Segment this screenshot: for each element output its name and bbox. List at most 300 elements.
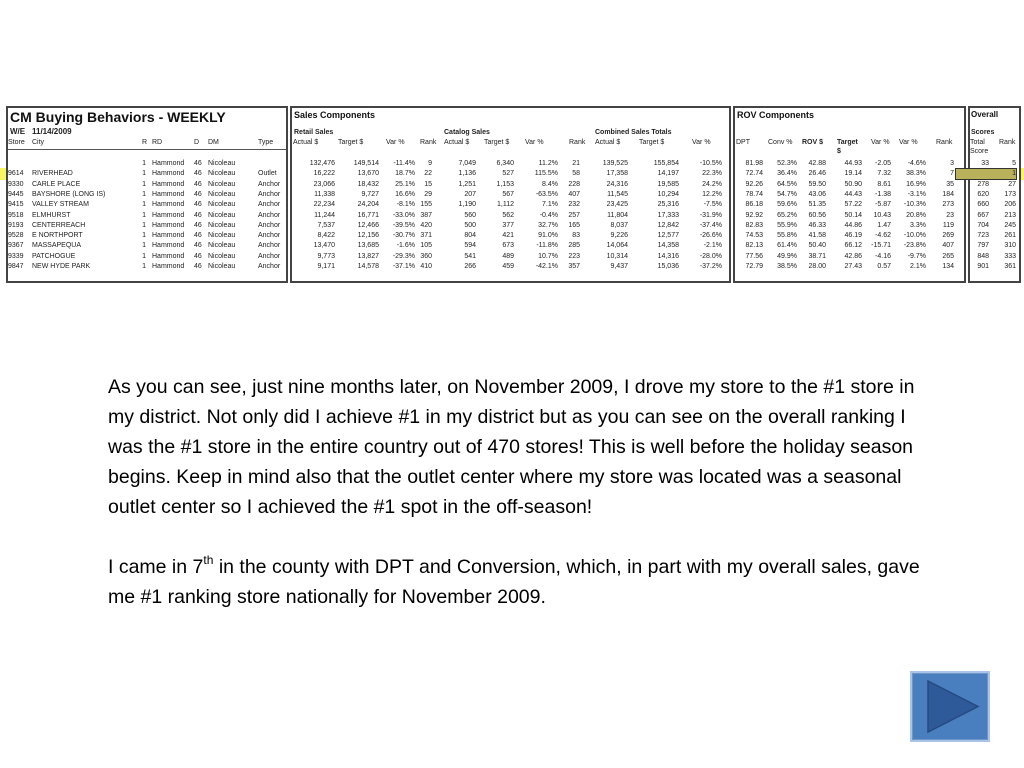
cell-ct: 1,153 <box>496 180 514 188</box>
cell-rt: 16,771 <box>357 211 379 219</box>
col-catalog-target: Target $ <box>484 139 510 146</box>
cell-tt: 14,197 <box>657 170 679 178</box>
col-dm: DM <box>208 139 219 146</box>
cell-conv: 55.9% <box>777 221 797 229</box>
cell-dpt: 72.74 <box>745 170 763 178</box>
cell-rr: 410 <box>420 263 432 270</box>
cell-rank: 35 <box>946 180 954 188</box>
col-conv: Conv % <box>768 139 793 146</box>
cell-dm: Nicoleau <box>208 180 236 188</box>
cell-city: ELMHURST <box>32 211 71 219</box>
cell-dm: Nicoleau <box>208 201 236 209</box>
col-combined-target: Target $ <box>639 139 665 146</box>
cell-d: 46 <box>194 221 202 229</box>
cell-dm: Nicoleau <box>208 211 236 219</box>
cell-store: 9847 <box>8 263 24 270</box>
col-type: Type <box>258 139 274 146</box>
sales-components-title: Sales Components <box>294 110 376 120</box>
col-rov-var: Var % <box>871 139 890 146</box>
cell-tv: -37.2% <box>699 263 722 270</box>
cell-rank: 265 <box>942 252 954 260</box>
cell-type: Anchor <box>258 252 281 260</box>
cell-cr: 232 <box>568 201 580 209</box>
cell-city: CENTERREACH <box>32 221 86 229</box>
cell-rt: 12,466 <box>357 221 379 229</box>
col-dpt: DPT <box>736 139 750 146</box>
cell-ta: 9,437 <box>610 263 628 270</box>
cell-r: 1 <box>142 201 146 209</box>
cell-store: 9614 <box>8 170 24 178</box>
cell-rt: 13,670 <box>357 170 379 178</box>
cell-cv: -42.1% <box>535 263 558 270</box>
cell-store: 9367 <box>8 242 24 250</box>
cell-d: 46 <box>194 252 202 260</box>
cell-cv: 10.7% <box>538 252 558 260</box>
cell-conv: 38.5% <box>777 263 797 270</box>
cell-city: E NORTHPORT <box>32 232 83 240</box>
cell-d: 46 <box>194 211 202 219</box>
cell-var2: -10.0% <box>903 232 926 240</box>
cell-ct: 527 <box>502 170 514 178</box>
rov-components-title: ROV Components <box>737 110 815 120</box>
cell-dpt: 78.74 <box>745 190 763 198</box>
cell-type: Anchor <box>258 190 281 198</box>
cell-ta: 11,545 <box>607 190 628 198</box>
table-row <box>6 221 1021 231</box>
cell-rov: 28.00 <box>808 263 826 270</box>
cell-var2: 38.3% <box>906 170 926 178</box>
cell-dpt: 72.79 <box>745 263 763 270</box>
cell-cr: 285 <box>568 242 580 250</box>
cell-d: 46 <box>194 190 202 198</box>
cell-r: 1 <box>142 221 146 229</box>
cell-total: 667 <box>977 211 989 219</box>
narrative-text <box>108 372 938 612</box>
cell-var1: -5.87 <box>875 201 891 209</box>
cell-total: 660 <box>977 201 989 209</box>
cell-orank: 361 <box>1004 263 1016 270</box>
cell-type: Anchor <box>258 232 281 240</box>
cell-ca: 1,251 <box>458 180 476 188</box>
cell-target: 50.14 <box>844 211 862 219</box>
cell-dpt: 82.13 <box>745 242 763 250</box>
cell-target: 44.93 <box>844 160 862 167</box>
cell-tv: -28.0% <box>699 252 722 260</box>
col-total: Total <box>970 139 985 146</box>
cell-city: CARLE PLACE <box>32 180 81 188</box>
cell-r: 1 <box>142 211 146 219</box>
cell-rr: 155 <box>420 201 432 209</box>
col-d: D <box>194 139 200 146</box>
cell-ra: 8,422 <box>317 232 335 240</box>
cell-rv: -29.3% <box>392 252 415 260</box>
cell-city: MASSAPEQUA <box>32 242 82 250</box>
cell-target: 44.86 <box>844 221 862 229</box>
cell-rv: -30.7% <box>392 232 415 240</box>
cell-city: RIVERHEAD <box>32 170 73 178</box>
table-row <box>6 190 1021 200</box>
table-row <box>6 159 1021 169</box>
cell-rov: 46.33 <box>808 221 826 229</box>
col-combined-actual: Actual $ <box>595 139 621 146</box>
table-row <box>6 180 1021 190</box>
cell-rt: 13,827 <box>357 252 379 260</box>
cell-ct: 562 <box>502 211 514 219</box>
cell-dm: Nicoleau <box>208 170 236 178</box>
cell-tt: 14,358 <box>657 242 679 250</box>
cell-rd: Hammond <box>152 170 185 178</box>
cell-total: 901 <box>977 263 989 270</box>
cell-target: 19.14 <box>844 170 862 178</box>
cell-rv: -1.6% <box>396 242 415 250</box>
cell-ca: 500 <box>464 221 476 229</box>
cell-city: NEW HYDE PARK <box>32 263 91 270</box>
we-date: 11/14/2009 <box>32 127 72 136</box>
cell-rr: 360 <box>420 252 432 260</box>
cell-ra: 13,470 <box>313 242 335 250</box>
cell-conv: 36.4% <box>777 170 797 178</box>
cell-orank: 261 <box>1004 232 1016 240</box>
cell-tt: 10,294 <box>657 190 679 198</box>
col-overall-rank: Rank <box>999 139 1016 146</box>
cell-rd: Hammond <box>152 232 185 240</box>
cell-type: Anchor <box>258 263 281 270</box>
cell-var1: -4.16 <box>875 252 891 260</box>
cell-ra: 11,244 <box>314 211 335 219</box>
col-store: Store <box>8 139 25 146</box>
cell-dm: Nicoleau <box>208 252 236 260</box>
cell-orank: 333 <box>1004 252 1016 260</box>
retail-sales-label: Retail Sales <box>294 129 334 136</box>
cell-ta: 17,358 <box>606 170 628 178</box>
next-slide-button[interactable] <box>910 671 990 742</box>
report-title: CM Buying Behaviors - WEEKLY <box>10 109 226 125</box>
col-catalog-rank: Rank <box>569 139 586 146</box>
cell-rv: 18.7% <box>395 170 415 178</box>
cell-orank: 27 <box>1008 180 1016 188</box>
col-retail-target: Target $ <box>338 139 364 146</box>
cell-type: Anchor <box>258 221 281 229</box>
cell-dm: Nicoleau <box>208 160 236 167</box>
cell-city: VALLEY STREAM <box>32 201 89 209</box>
cell-orank: 1 <box>956 169 1016 179</box>
cell-conv: 65.2% <box>777 211 797 219</box>
we-label: W/E <box>10 127 26 136</box>
cell-rank: 134 <box>942 263 954 270</box>
catalog-sales-label: Catalog Sales <box>444 129 490 136</box>
cell-orank: 5 <box>1012 160 1016 167</box>
cell-r: 1 <box>142 242 146 250</box>
cell-rr: 22 <box>424 170 432 178</box>
cell-rd: Hammond <box>152 211 185 219</box>
cell-cv: -11.8% <box>536 242 558 250</box>
cell-ta: 139,525 <box>602 160 628 167</box>
cell-r: 1 <box>142 160 146 167</box>
cell-d: 46 <box>194 160 202 167</box>
overall-title: Overall <box>971 110 999 119</box>
cell-dpt: 77.56 <box>745 252 763 260</box>
cell-rd: Hammond <box>152 190 185 198</box>
cell-cr: 165 <box>568 221 580 229</box>
cell-dm: Nicoleau <box>208 221 236 229</box>
cell-rank: 119 <box>942 221 954 229</box>
cell-dm: Nicoleau <box>208 232 236 240</box>
cell-ta: 24,316 <box>606 180 628 188</box>
cell-ta: 23,425 <box>606 201 628 209</box>
cell-rr: 387 <box>420 211 432 219</box>
cell-orank: 213 <box>1004 211 1016 219</box>
cell-ta: 10,314 <box>606 252 628 260</box>
cell-rov: 38.71 <box>808 252 826 260</box>
cell-target: 44.43 <box>844 190 862 198</box>
col-score: Score <box>970 148 989 155</box>
cell-type: Anchor <box>258 180 281 188</box>
cell-cv: -63.5% <box>535 190 558 198</box>
cell-ca: 7,049 <box>458 160 476 167</box>
cell-ca: 560 <box>464 211 476 219</box>
cell-rank: 7 <box>950 170 954 178</box>
cell-var2: -4.6% <box>907 160 926 167</box>
cell-ta: 8,037 <box>610 221 628 229</box>
col-retail-actual: Actual $ <box>293 139 319 146</box>
cell-conv: 55.8% <box>777 232 797 240</box>
cell-rt: 9,727 <box>361 190 379 198</box>
cell-cv: 7.1% <box>542 201 558 209</box>
cell-var2: -23.8% <box>903 242 926 250</box>
col-r: R <box>142 139 148 146</box>
cell-cr: 407 <box>568 190 580 198</box>
cell-ct: 377 <box>502 221 514 229</box>
cell-target: 42.86 <box>844 252 862 260</box>
table-row <box>6 252 1021 262</box>
cell-dpt: 82.83 <box>745 221 763 229</box>
cell-store: 9339 <box>8 252 24 260</box>
cell-tv: 12.2% <box>702 190 722 198</box>
cell-var1: 1.47 <box>877 221 891 229</box>
cell-cv: -0.4% <box>539 211 558 219</box>
col-catalog-var: Var % <box>525 139 544 146</box>
cell-rd: Hammond <box>152 201 185 209</box>
paragraph-2 <box>108 552 938 612</box>
cell-rd: Hammond <box>152 242 185 250</box>
cell-ct: 489 <box>502 252 514 260</box>
cell-ra: 23,066 <box>313 180 335 188</box>
cell-ra: 7,537 <box>317 221 335 229</box>
col-rov-var-pct: Var % <box>899 139 918 146</box>
cell-type: Anchor <box>258 201 281 209</box>
col-city: City <box>32 139 45 146</box>
paragraph-1: As you can see, just nine months later, on November 2009, I drove my store to the #1 store in my district. Not only did I achieve #1 in my district but as you can see on the overall ranking I was the #1 store in the entire country out of 470 stores! This is well before the holiday season begins. Keep in mind also that the outlet center where my store was located was a seasonal outlet center so I achieved the #1 spot in the off-season! <box>108 376 915 518</box>
cell-rr: 371 <box>420 232 432 240</box>
cell-var2: 16.9% <box>906 180 926 188</box>
col-rov-target-unit: $ <box>837 148 841 155</box>
cell-target: 50.90 <box>844 180 862 188</box>
cell-rt: 13,685 <box>357 242 379 250</box>
cell-rov: 26.46 <box>808 170 826 178</box>
cell-r: 1 <box>142 252 146 260</box>
cell-dpt: 81.98 <box>745 160 763 167</box>
cell-cv: 32.7% <box>538 221 558 229</box>
ordinal-suffix: th <box>203 553 214 567</box>
col-combined-var: Var % <box>692 139 711 146</box>
cell-d: 46 <box>194 170 202 178</box>
cell-orank: 310 <box>1004 242 1016 250</box>
play-next-icon <box>912 673 988 740</box>
cell-rt: 14,578 <box>357 263 379 270</box>
cell-var1: -1.38 <box>875 190 891 198</box>
cell-cr: 83 <box>572 232 580 240</box>
cell-total: 278 <box>977 180 989 188</box>
cell-ra: 16,222 <box>313 170 335 178</box>
cell-cv: 91.0% <box>538 232 558 240</box>
cell-store: 9330 <box>8 180 24 188</box>
cell-ct: 6,340 <box>496 160 514 167</box>
cell-rov: 43.06 <box>808 190 826 198</box>
cell-rd: Hammond <box>152 180 185 188</box>
cell-d: 46 <box>194 232 202 240</box>
col-retail-rank: Rank <box>420 139 437 146</box>
cell-store: 9528 <box>8 232 24 240</box>
cell-tv: -10.5% <box>699 160 722 167</box>
cell-var1: -15.71 <box>871 242 891 250</box>
cell-rov: 51.35 <box>808 201 826 209</box>
cell-target: 66.12 <box>844 242 862 250</box>
cell-rank: 3 <box>950 160 954 167</box>
table-row <box>6 231 1021 241</box>
cell-rv: -39.5% <box>392 221 415 229</box>
cell-total: 704 <box>977 221 989 229</box>
cell-var1: 8.61 <box>877 180 891 188</box>
cell-ca: 594 <box>464 242 476 250</box>
cell-var2: -9.7% <box>907 252 926 260</box>
cell-tt: 12,577 <box>657 232 679 240</box>
cell-tt: 12,842 <box>657 221 679 229</box>
cell-ct: 421 <box>502 232 514 240</box>
cell-cr: 257 <box>568 211 580 219</box>
cell-rv: 16.6% <box>395 190 415 198</box>
cell-ca: 804 <box>464 232 476 240</box>
cell-ra: 22,234 <box>313 201 335 209</box>
col-rov: ROV $ <box>802 139 824 146</box>
cell-orank: 173 <box>1004 190 1016 198</box>
cell-type: Anchor <box>258 211 281 219</box>
cell-rt: 18,432 <box>357 180 379 188</box>
cell-orank: 206 <box>1004 201 1016 209</box>
cell-store: 9415 <box>8 201 24 209</box>
weekly-report-table <box>6 106 1021 283</box>
cell-var2: 20.8% <box>906 211 926 219</box>
cell-ca: 541 <box>464 252 476 260</box>
cell-ra: 9,773 <box>317 252 335 260</box>
cell-target: 46.19 <box>844 232 862 240</box>
paragraph-2-end: in the county with DPT and Conversion, which, in part with my overall sales, gave me #1 ranking store nationally for November 2009. <box>108 556 920 608</box>
cell-d: 46 <box>194 242 202 250</box>
cell-conv: 54.7% <box>777 190 797 198</box>
cell-city: BAYSHORE (LONG IS) <box>32 190 106 198</box>
cell-conv: 52.3% <box>777 160 797 167</box>
col-retail-var: Var % <box>386 139 405 146</box>
cell-d: 46 <box>194 201 202 209</box>
cell-d: 46 <box>194 180 202 188</box>
cell-tt: 14,316 <box>657 252 679 260</box>
table-row <box>6 262 1021 272</box>
cell-cv: 115.5% <box>534 170 558 178</box>
cell-rd: Hammond <box>152 263 185 270</box>
cell-city: PATCHOGUE <box>32 252 76 260</box>
cell-tt: 25,316 <box>657 201 679 209</box>
cell-cr: 223 <box>568 252 580 260</box>
cell-dm: Nicoleau <box>208 190 236 198</box>
cell-rank: 184 <box>942 190 954 198</box>
cell-tv: 24.2% <box>702 180 722 188</box>
cell-conv: 64.5% <box>777 180 797 188</box>
cell-rt: 12,156 <box>357 232 379 240</box>
cell-ct: 459 <box>502 263 514 270</box>
cell-total: 33 <box>981 160 989 167</box>
cell-cr: 357 <box>568 263 580 270</box>
col-rd: RD <box>152 139 163 146</box>
cell-dpt: 86.18 <box>745 201 763 209</box>
cell-rr: 9 <box>428 160 432 167</box>
cell-tv: -7.5% <box>703 201 722 209</box>
cell-dpt: 74.53 <box>745 232 763 240</box>
cell-type: Outlet <box>258 170 277 178</box>
cell-rank: 407 <box>942 242 954 250</box>
cell-r: 1 <box>142 170 146 178</box>
cell-tv: -37.4% <box>699 221 722 229</box>
cell-tt: 19,585 <box>657 180 679 188</box>
cell-target: 27.43 <box>844 263 862 270</box>
cell-rr: 15 <box>424 180 432 188</box>
cell-store: 9445 <box>8 190 24 198</box>
cell-var1: 10.43 <box>873 211 891 219</box>
cell-var2: -3.1% <box>907 190 926 198</box>
cell-d: 46 <box>194 263 202 270</box>
cell-ct: 567 <box>502 190 514 198</box>
cell-rov: 50.40 <box>808 242 826 250</box>
cell-cr: 58 <box>572 170 580 178</box>
cell-ra: 132,476 <box>309 160 335 167</box>
combined-sales-label: Combined Sales Totals <box>595 129 672 136</box>
cell-cv: 8.4% <box>542 180 558 188</box>
cell-dpt: 92.92 <box>745 211 763 219</box>
cell-rv: -33.0% <box>392 211 415 219</box>
cell-target: 57.22 <box>844 201 862 209</box>
cell-type: Anchor <box>258 242 281 250</box>
cell-rr: 420 <box>420 221 432 229</box>
cell-rv: -11.4% <box>393 160 415 167</box>
cell-ca: 207 <box>464 190 476 198</box>
cell-rank: 23 <box>946 211 954 219</box>
cell-rank: 273 <box>942 201 954 209</box>
cell-total: 797 <box>977 242 989 250</box>
cell-r: 1 <box>142 190 146 198</box>
cell-var1: -4.62 <box>875 232 891 240</box>
table-row <box>6 211 1021 221</box>
cell-rv: 25.1% <box>395 180 415 188</box>
cell-var2: 3.3% <box>910 221 926 229</box>
cell-total: 848 <box>977 252 989 260</box>
cell-rov: 41.58 <box>808 232 826 240</box>
table-row <box>6 169 1021 179</box>
cell-r: 1 <box>142 232 146 240</box>
cell-r: 1 <box>142 180 146 188</box>
cell-rv: -37.1% <box>392 263 415 270</box>
cell-r: 1 <box>142 263 146 270</box>
cell-rv: -8.1% <box>396 201 415 209</box>
cell-rov: 60.56 <box>808 211 826 219</box>
cell-orank: 245 <box>1004 221 1016 229</box>
